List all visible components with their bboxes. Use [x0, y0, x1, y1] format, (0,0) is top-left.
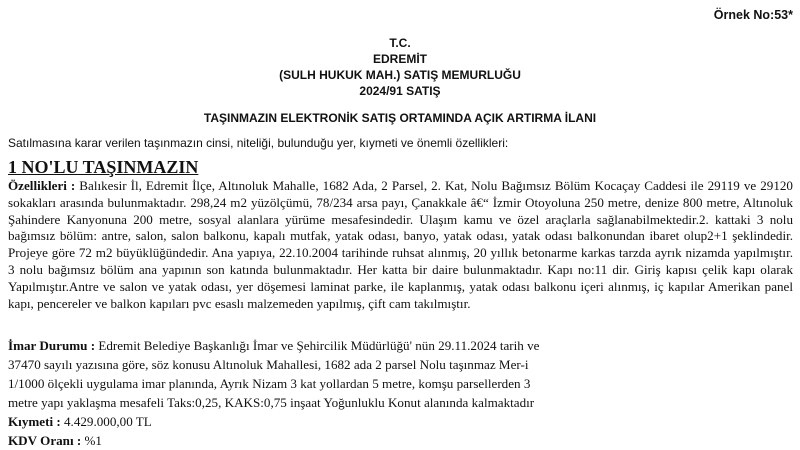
zoning-label: İmar Durumu :: [8, 338, 96, 353]
vat-rate: [8, 431, 102, 450]
zoning-line-1: İmar Durumu : Edremit Belediye Başkanlığı İmar ve Şehircilik Müdürlüğü' nün 29.11.2024 tarih ve: [8, 338, 540, 353]
zoning-status: [8, 336, 793, 412]
value-label: Kıymeti :: [8, 414, 61, 429]
document-header: [0, 35, 800, 99]
property-features: [8, 178, 793, 312]
vat-label: KDV Oranı :: [8, 433, 82, 448]
zoning-line-4: metre yapı yaklaşma mesafeli Taks:0,25, KAKS:0,75 inşaat Yoğunluklu Konut alanında kalmaktadır: [8, 395, 535, 410]
features-label: Özellikleri :: [8, 178, 76, 193]
property-section-title: 1 NO'LU TAŞINMAZIN: [8, 157, 199, 177]
property-value: [8, 412, 152, 431]
features-text: Balıkesir İl, Edremit İlçe, Altınoluk Mahalle, 1682 Ada, 2 Parsel, 2. Kat, Nolu Bağımsız Bölüm Kocaçay Caddesi ile 29119 ve 29120 sokakları arasında bulunmaktadır. 298,24 m2 yüzölçümü, 78/234 arsa payı, Çanakkale â€“ İzmir Otoyoluna 250 metre, denize 800 metre, Altınoluk Şahindere Kanyonuna 200 metre, sosyal alanlara yürüme mesafesindedir. Ulaşım kamu ve özel araçlarla sağlanabilmektedir.2. kattaki 3 nolu bağımsız bölüm: antre, salon, salon balkonu, kapalı mutfak, yatak odası, banyo, yatak odası, yatak odası balkonundan ibaret olup2+1 şeklindedir. Projeye göre 72 m2 büyüklüğündedir. Ana yapıya, 22.10.2004 tarihinde ruhsat alınmış, 20 yıllık betonarme karkas tarzda ayrık nizamda yapılmıştır. 3 nolu bağımsız bölüm ana yapının son katında bulunmaktadır. Her katta bir daire bulunmaktadır. Kapı no:11 dir. Giriş kapısı çelik kapı olarak Yapılmıştır.Antre ve salon ve yatak odası, yer döşemesi laminat parke, ile kaplanmış, yatak odası balkonu içeri alınmış, iç kapılar Amerikan panel kapı, pencereler ve balkon kapıları pvc esaslı malzemeden yapılmış, çift cam takılmıştır.: [8, 178, 793, 311]
intro-text: Satılmasına karar verilen taşınmazın cinsi, niteliği, bulunduğu yer, kıymeti ve önemli özellikleri:: [8, 136, 509, 150]
header-city: EDREMİT: [373, 52, 427, 66]
sample-number: Örnek No:53*: [713, 8, 793, 22]
zoning-line-3: 1/1000 ölçekli uygulama imar planında, Ayrık Nizam 3 kat yollardan 5 metre, komşu parsellerden 3: [8, 376, 531, 391]
header-case-number: 2024/91 SATIŞ: [359, 84, 441, 98]
zoning-line-2: 37470 sayılı yazısına göre, söz konusu Altınoluk Mahallesi, 1682 ada 2 parsel Nolu taşınmaz Mer-i: [8, 357, 529, 372]
header-office: (SULH HUKUK MAH.) SATIŞ MEMURLUĞU: [279, 68, 521, 82]
announcement-title: TAŞINMAZIN ELEKTRONİK SATIŞ ORTAMINDA AÇIK ARTIRMA İLANI: [203, 111, 597, 125]
vat-value: %1: [81, 433, 102, 448]
header-tc: T.C.: [389, 36, 411, 50]
value-amount: 4.429.000,00 TL: [60, 414, 152, 429]
